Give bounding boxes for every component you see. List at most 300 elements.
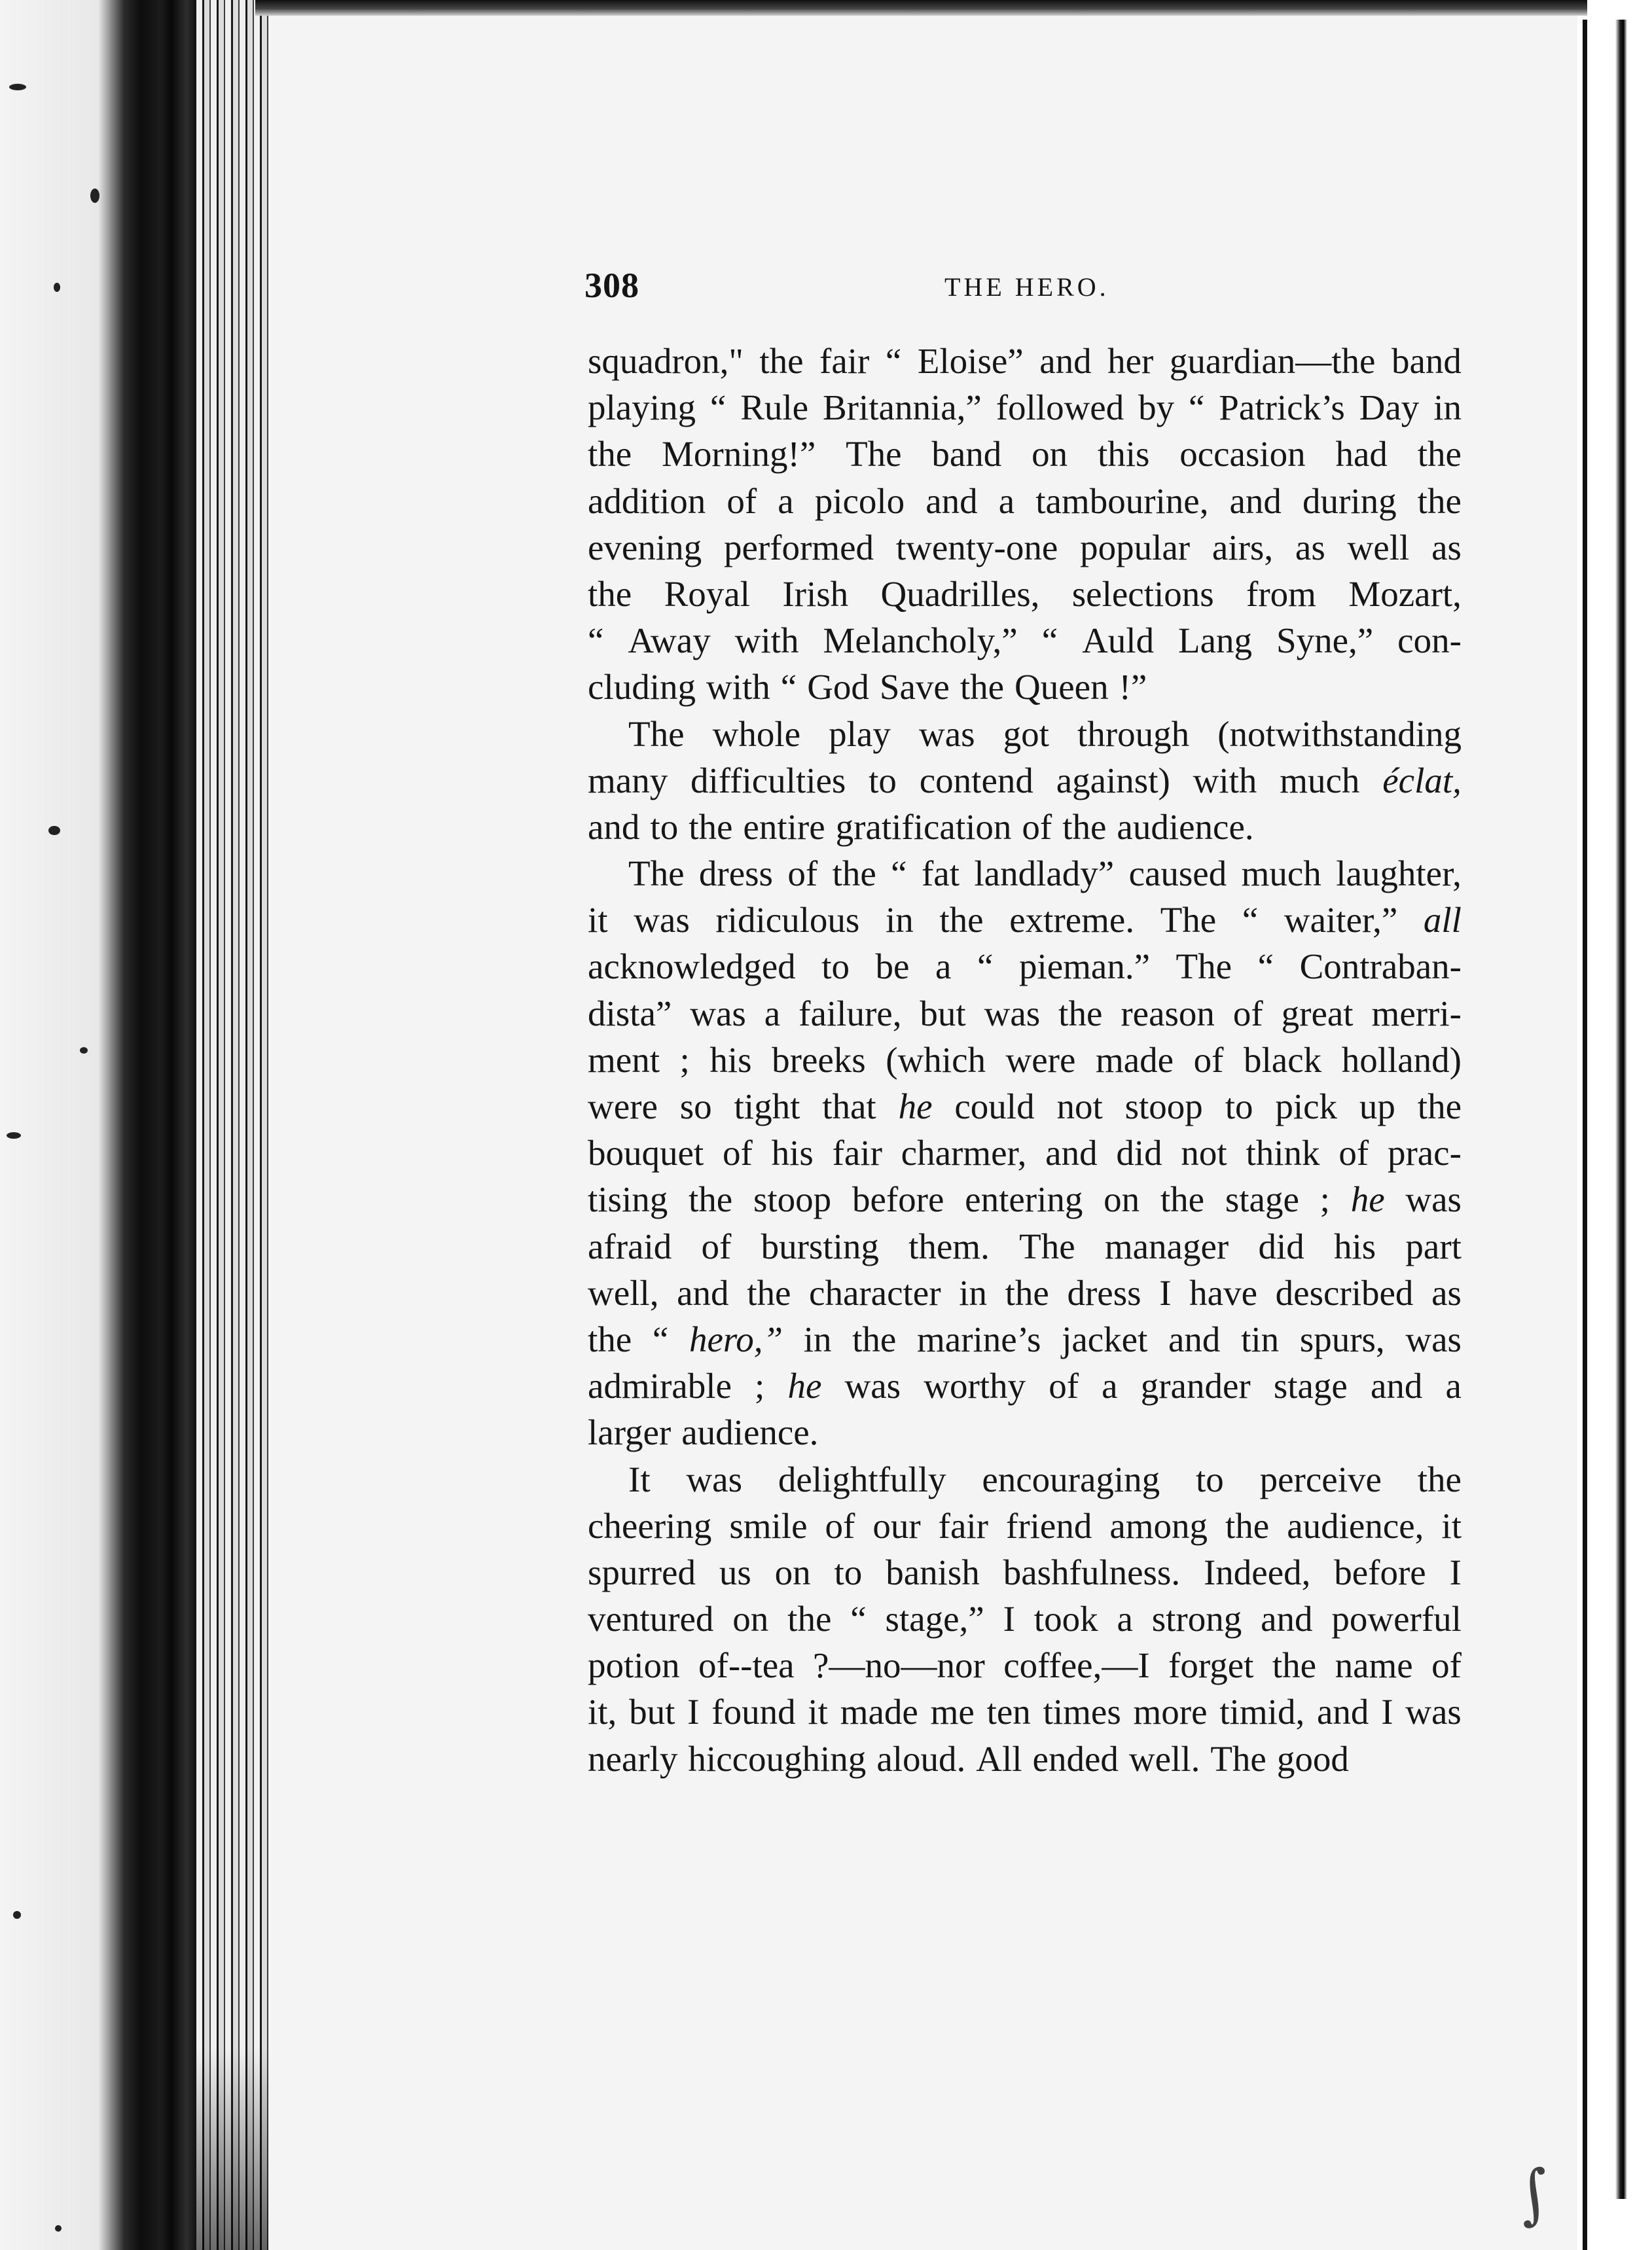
word: delightfully xyxy=(778,1459,946,1499)
word: got xyxy=(1003,713,1049,754)
word: the xyxy=(1225,1505,1270,1546)
word: occasion xyxy=(1179,434,1306,474)
word: squadron," xyxy=(588,341,744,381)
word: (notwithstanding xyxy=(1217,713,1462,754)
word: well xyxy=(1347,527,1410,567)
word: cluding xyxy=(588,667,696,707)
word: more xyxy=(1133,1692,1208,1732)
word: was xyxy=(1405,1179,1462,1220)
word: I xyxy=(1449,1552,1462,1592)
word: ended xyxy=(1032,1738,1119,1779)
word: made xyxy=(840,1692,918,1732)
text-line xyxy=(588,478,1462,524)
word: he xyxy=(1350,1179,1385,1220)
scan-speck xyxy=(9,84,26,90)
text-line xyxy=(588,338,1462,384)
word: stage xyxy=(1225,1179,1299,1220)
word: timid, xyxy=(1219,1692,1305,1732)
word: ventured xyxy=(588,1599,714,1639)
word: Syne,” xyxy=(1276,620,1374,661)
word: Mozart, xyxy=(1348,573,1462,614)
word: the xyxy=(960,667,1005,707)
word: !” xyxy=(1119,667,1147,707)
word: ; xyxy=(755,1366,765,1406)
book-spine-shadow xyxy=(0,0,196,2250)
word: performed xyxy=(723,527,874,567)
word: black xyxy=(1244,1039,1322,1080)
word: Eloise” xyxy=(917,341,1024,381)
word: of xyxy=(1338,1133,1369,1173)
word: them. xyxy=(908,1226,990,1266)
word: pieman.” xyxy=(1018,946,1150,987)
word: against) xyxy=(1056,760,1170,800)
word: had xyxy=(1335,434,1388,474)
facing-page-edge xyxy=(1615,20,1627,2199)
word: it xyxy=(588,900,608,940)
word: of xyxy=(701,1226,732,1266)
word: Queen xyxy=(1015,667,1109,707)
word: it xyxy=(808,1692,828,1732)
word: whole xyxy=(712,713,801,754)
word: her xyxy=(1107,341,1154,381)
word: Morning!” xyxy=(662,434,816,474)
word: not xyxy=(1056,1086,1103,1126)
word: The xyxy=(846,434,902,474)
word: the xyxy=(1417,480,1462,521)
word: of xyxy=(787,853,818,894)
scan-ink-mark: ∫ xyxy=(1511,2155,1556,2234)
text-line xyxy=(588,897,1462,943)
word: could xyxy=(954,1086,1035,1126)
word: much xyxy=(1280,760,1360,800)
word: picolo xyxy=(814,480,905,521)
word: larger xyxy=(588,1412,672,1453)
word: dista” xyxy=(588,993,672,1033)
word: the xyxy=(787,1599,832,1639)
word: Britannia,” xyxy=(822,387,982,428)
word: selections xyxy=(1071,573,1214,614)
word: afraid xyxy=(588,1226,672,1266)
word: banish xyxy=(886,1552,980,1592)
word: The xyxy=(1160,900,1217,940)
scan-speck xyxy=(7,1132,21,1139)
word: difficulties xyxy=(691,760,846,800)
text-line xyxy=(588,617,1462,664)
word: and xyxy=(925,480,978,521)
word: and xyxy=(1261,1599,1313,1639)
word: a xyxy=(1102,1366,1118,1406)
word: in xyxy=(885,900,914,940)
word: of xyxy=(1431,1645,1462,1686)
word: up xyxy=(1359,1086,1395,1126)
page-top-edge xyxy=(255,0,1590,16)
text-line xyxy=(588,384,1462,431)
word: a xyxy=(1445,1366,1462,1406)
word: so xyxy=(679,1086,712,1126)
word: of xyxy=(727,480,757,521)
word: of xyxy=(1232,993,1263,1033)
text-line xyxy=(588,1363,1462,1409)
word: encouraging xyxy=(982,1459,1160,1499)
word: in xyxy=(959,1272,987,1313)
word: of--tea xyxy=(698,1645,795,1686)
word: of xyxy=(722,1133,753,1173)
word: many xyxy=(588,760,668,800)
word: in xyxy=(803,1319,832,1359)
word: Auld xyxy=(1082,620,1155,661)
text-line xyxy=(588,1549,1462,1596)
word: I xyxy=(1381,1692,1393,1732)
word: God xyxy=(807,667,869,707)
word: fair xyxy=(938,1505,988,1546)
word: to xyxy=(869,760,897,800)
text-line xyxy=(588,1176,1462,1223)
word: “ xyxy=(885,341,902,381)
word: “ xyxy=(588,620,604,661)
text-line xyxy=(588,1223,1462,1270)
word: during xyxy=(1302,480,1397,521)
word: Irish xyxy=(782,573,849,614)
word: admirable xyxy=(588,1366,732,1406)
text-line xyxy=(588,1642,1462,1688)
word: all xyxy=(1423,900,1462,940)
word: jacket xyxy=(1062,1319,1148,1359)
word: breeks xyxy=(772,1039,866,1080)
word: from xyxy=(1246,573,1316,614)
word: and xyxy=(1370,1366,1423,1406)
word: well. xyxy=(1128,1738,1200,1779)
body-text xyxy=(588,338,1462,1782)
word: he xyxy=(787,1366,822,1406)
word: but xyxy=(629,1692,675,1732)
word: The xyxy=(1176,946,1232,987)
word: a xyxy=(998,480,1015,521)
word: to xyxy=(821,946,850,987)
word: addition xyxy=(588,480,706,521)
word: hiccoughing xyxy=(688,1738,867,1779)
word: Patrick’s xyxy=(1219,387,1345,428)
word: spurs, xyxy=(1299,1319,1385,1359)
word: The xyxy=(628,713,685,754)
word: before xyxy=(852,1179,944,1220)
text-line xyxy=(588,1503,1462,1549)
word: were xyxy=(1005,1039,1076,1080)
word: was xyxy=(844,1366,901,1406)
word: on xyxy=(1104,1179,1140,1220)
scan-speck xyxy=(55,2225,62,2232)
word: dress xyxy=(698,853,773,894)
word: Contraban- xyxy=(1299,946,1462,987)
word: the xyxy=(588,1319,632,1359)
word: “ xyxy=(850,1599,867,1639)
word: Melancholy,” xyxy=(823,620,1018,661)
word: guardian—the xyxy=(1169,341,1376,381)
word: think xyxy=(1246,1133,1320,1173)
word: the xyxy=(747,1272,791,1313)
word: the xyxy=(1058,993,1103,1033)
word: acknowledged xyxy=(588,946,796,987)
word: the xyxy=(939,900,984,940)
word: of xyxy=(825,1505,855,1546)
word: this xyxy=(1097,434,1150,474)
text-line xyxy=(588,1316,1462,1363)
word: (which xyxy=(886,1039,986,1080)
text-line xyxy=(588,1270,1462,1316)
text-line xyxy=(588,1409,1462,1455)
text-line xyxy=(588,1130,1462,1176)
word: friend xyxy=(1006,1505,1092,1546)
word: It xyxy=(628,1459,651,1499)
word: coffee,—I xyxy=(1003,1645,1150,1686)
word: All xyxy=(976,1738,1022,1779)
word: on xyxy=(732,1599,769,1639)
word: name xyxy=(1335,1645,1413,1686)
word: ridiculous xyxy=(715,900,860,940)
word: the xyxy=(1417,434,1462,474)
word: well, xyxy=(588,1272,659,1313)
word: stage,” xyxy=(885,1599,984,1639)
text-line xyxy=(588,804,1462,850)
page-edges-shadow xyxy=(196,2048,268,2250)
word: pick xyxy=(1275,1086,1338,1126)
text-line xyxy=(588,1083,1462,1130)
word: tambourine, xyxy=(1035,480,1209,521)
word: “ xyxy=(780,667,797,707)
word: it xyxy=(1441,1505,1462,1546)
word: and xyxy=(677,1272,729,1313)
word: to xyxy=(1225,1086,1253,1126)
word: worthy xyxy=(924,1366,1026,1406)
word: The xyxy=(1019,1226,1075,1266)
word: to xyxy=(834,1552,863,1592)
word: caused xyxy=(1128,853,1227,894)
word: powerful xyxy=(1331,1599,1462,1639)
word: “ xyxy=(891,853,907,894)
word: forget xyxy=(1168,1645,1254,1686)
word: great xyxy=(1281,993,1354,1033)
word: charmer, xyxy=(901,1133,1027,1173)
word: bursting xyxy=(761,1226,879,1266)
word: the xyxy=(832,853,876,894)
word: Royal xyxy=(664,573,750,614)
word: the xyxy=(852,1319,897,1359)
word: took xyxy=(1033,1599,1098,1639)
word: the xyxy=(689,806,733,847)
scan-speck xyxy=(54,283,60,292)
word: and xyxy=(1168,1319,1221,1359)
word: “ xyxy=(977,946,994,987)
word: a xyxy=(935,946,952,987)
word: Save xyxy=(879,667,950,707)
word: laughter, xyxy=(1336,853,1462,894)
word: audience. xyxy=(681,1412,819,1453)
text-line xyxy=(588,1456,1462,1503)
word: was xyxy=(918,713,975,754)
word: the xyxy=(1005,1272,1049,1313)
paragraph xyxy=(588,1456,1462,1782)
word: band xyxy=(931,434,1002,474)
scan-speck xyxy=(80,1047,88,1054)
word: followed xyxy=(996,387,1124,428)
word: before xyxy=(1334,1552,1426,1592)
text-line xyxy=(588,524,1462,571)
text-line xyxy=(588,943,1462,990)
word: failure, xyxy=(799,993,902,1033)
word: Away xyxy=(628,620,711,661)
word: evening xyxy=(588,527,702,567)
word: with xyxy=(734,620,799,661)
text-line xyxy=(588,664,1462,710)
word: band xyxy=(1391,341,1462,381)
word: his xyxy=(709,1039,752,1080)
word: perceive xyxy=(1259,1459,1382,1499)
word: fair xyxy=(832,1133,882,1173)
word: strong xyxy=(1151,1599,1242,1639)
word: did xyxy=(1258,1226,1304,1266)
word: did xyxy=(1116,1133,1162,1173)
word: play xyxy=(829,713,891,754)
word: me xyxy=(930,1692,975,1732)
word: smile xyxy=(729,1505,808,1546)
word: not xyxy=(1181,1133,1227,1173)
word: he xyxy=(898,1086,933,1126)
word: by xyxy=(1138,387,1175,428)
text-line xyxy=(588,431,1462,477)
word: of xyxy=(1022,806,1052,847)
word: The xyxy=(1210,1738,1266,1779)
word: the xyxy=(588,573,632,614)
word: with xyxy=(1193,760,1257,800)
word: contend xyxy=(919,760,1033,800)
word: his xyxy=(1333,1226,1376,1266)
word: ?—no—nor xyxy=(813,1645,985,1686)
text-line xyxy=(588,711,1462,757)
word: aloud. xyxy=(876,1738,966,1779)
word: was xyxy=(634,900,690,940)
word: as xyxy=(1295,527,1325,567)
word: fair xyxy=(819,341,870,381)
word: cheering xyxy=(588,1505,712,1546)
word: holland) xyxy=(1341,1039,1462,1080)
text-line xyxy=(588,850,1462,897)
word: ment xyxy=(588,1039,660,1080)
word: as xyxy=(1431,527,1462,567)
paragraph xyxy=(588,338,1462,711)
word: “ xyxy=(1242,900,1259,940)
word: it, xyxy=(588,1692,617,1732)
word: Quadrilles, xyxy=(880,573,1040,614)
word: of xyxy=(1049,1366,1079,1406)
word: be xyxy=(875,946,910,987)
text-line xyxy=(588,990,1462,1037)
scan-speck xyxy=(90,188,99,203)
word: bashfulness. xyxy=(1003,1552,1181,1592)
word: made xyxy=(1095,1039,1174,1080)
word: and xyxy=(588,806,640,847)
text-line xyxy=(588,1596,1462,1642)
word: part xyxy=(1405,1226,1462,1266)
word: spurred xyxy=(588,1552,696,1592)
word: the xyxy=(1417,1459,1462,1499)
word: waiter,” xyxy=(1284,900,1398,940)
word: but xyxy=(920,993,966,1033)
page-right-edge xyxy=(1583,20,1587,2250)
word: entire xyxy=(743,806,825,847)
word: stoop xyxy=(753,1179,832,1220)
word: tising xyxy=(588,1179,668,1220)
word: a xyxy=(764,993,781,1033)
running-title: THE HERO. xyxy=(944,272,1109,302)
word: airs, xyxy=(1212,527,1274,567)
word: and xyxy=(1316,1692,1369,1732)
word: much xyxy=(1241,853,1321,894)
word: stage xyxy=(1273,1366,1348,1406)
word: ; xyxy=(679,1039,690,1080)
word: “ xyxy=(1041,620,1058,661)
word: prac- xyxy=(1387,1133,1462,1173)
word: The xyxy=(628,853,685,894)
text-line xyxy=(588,757,1462,804)
word: I xyxy=(1159,1272,1172,1313)
word: “ xyxy=(652,1319,669,1359)
word: the xyxy=(588,434,632,474)
word: con- xyxy=(1397,620,1462,661)
word: hero,” xyxy=(689,1319,783,1359)
word: and xyxy=(1039,341,1092,381)
word: “ xyxy=(709,387,727,428)
scan-speck xyxy=(13,1911,21,1919)
text-line xyxy=(588,1688,1462,1735)
word: have xyxy=(1189,1272,1257,1313)
word: reason xyxy=(1121,993,1215,1033)
word: in xyxy=(1433,387,1462,428)
word: times xyxy=(1043,1692,1121,1732)
stacked-page-edges xyxy=(196,0,268,2250)
word: and xyxy=(1229,480,1282,521)
word: character xyxy=(809,1272,941,1313)
text-line xyxy=(588,1736,1462,1782)
word: was xyxy=(984,993,1041,1033)
word: Indeed, xyxy=(1203,1552,1311,1592)
word: the xyxy=(1062,806,1107,847)
word: ; xyxy=(1320,1179,1330,1220)
word: was xyxy=(686,1459,742,1499)
word: bouquet xyxy=(588,1133,704,1173)
word: marine’s xyxy=(917,1319,1041,1359)
word: extreme. xyxy=(1009,900,1135,940)
word: the xyxy=(1272,1645,1317,1686)
word: “ xyxy=(1257,946,1274,987)
page-number: 308 xyxy=(584,266,639,305)
word: his xyxy=(771,1133,814,1173)
word: to xyxy=(650,806,679,847)
word: described xyxy=(1275,1272,1414,1313)
word: I xyxy=(1003,1599,1015,1639)
word: gratification xyxy=(835,806,1012,847)
word: audience, xyxy=(1287,1505,1424,1546)
paragraph xyxy=(588,850,1462,1455)
word: on xyxy=(774,1552,811,1592)
word: Lang xyxy=(1178,620,1253,661)
word: dress xyxy=(1067,1272,1141,1313)
word: through xyxy=(1077,713,1190,754)
word: was xyxy=(1405,1692,1462,1732)
word: stoop xyxy=(1124,1086,1203,1126)
word: audience. xyxy=(1117,806,1254,847)
word: the xyxy=(1417,1086,1462,1126)
word: entering xyxy=(965,1179,1083,1220)
running-head xyxy=(584,265,1462,311)
